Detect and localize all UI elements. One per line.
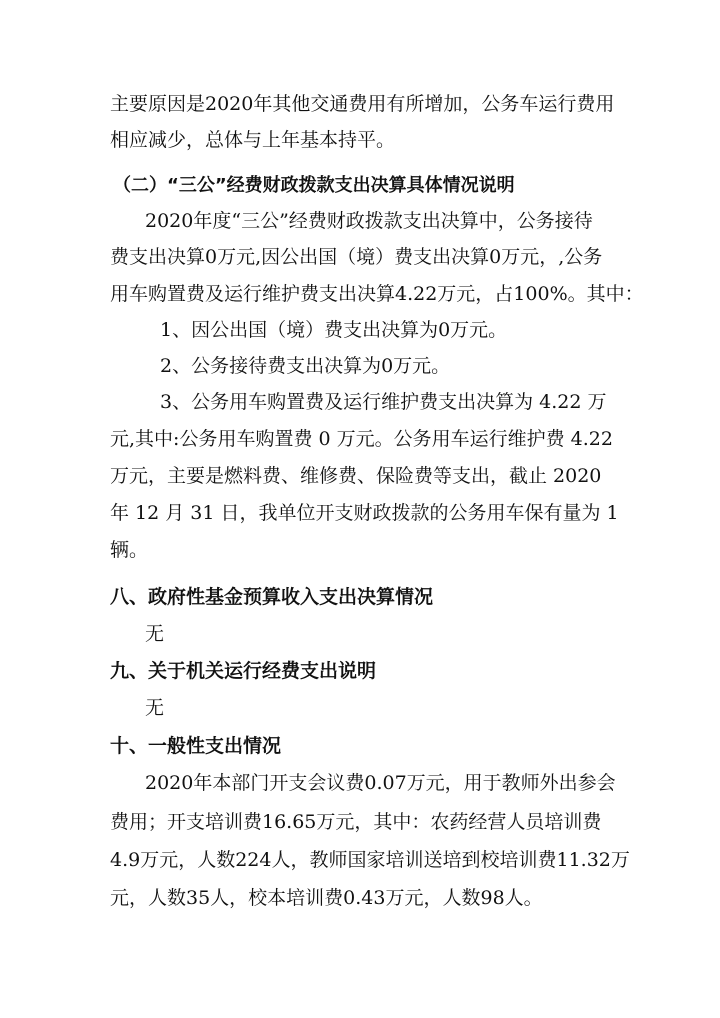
paragraph-line: 4.9万元，人数224人，教师国家培训送培到校培训费11.32万 [110, 849, 630, 871]
paragraph-line: 年 12 月 31 日，我单位开支财政拨款的公务用车保有量为 1 [110, 502, 619, 524]
paragraph-line: 主要原因是2020年其他交通费用有所增加，公务车运行费用 [110, 93, 615, 115]
paragraph-line: 无 [145, 697, 165, 719]
paragraph-line: 2020年度“三公”经费财政拨款支出决算中，公务接待 [145, 210, 593, 232]
paragraph-line: 费用；开支培训费16.65万元，其中：农药经营人员培训费 [110, 811, 602, 833]
paragraph-line: 相应减少，总体与上年基本持平。 [110, 129, 396, 151]
list-item: 2、公务接待费支出决算为0万元。 [160, 355, 451, 377]
list-item: 1、因公出国（境）费支出决算为0万元。 [160, 319, 508, 341]
paragraph-line: 用车购置费及运行维护费支出决算4.22万元，占100%。其中： [110, 283, 644, 305]
paragraph-line: 无 [145, 623, 165, 645]
paragraph-line: 2020年本部门开支会议费0.07万元，用于教师外出参会 [145, 772, 616, 794]
paragraph-line: 费支出决算0万元,因公出国（境）费支出决算0万元，,公务 [110, 246, 603, 268]
paragraph-line: 元，人数35人，校本培训费0.43万元，人数98人。 [110, 887, 543, 909]
subsection-heading: （二）“三公”经费财政拨款支出决算具体情况说明 [113, 175, 515, 196]
paragraph-line: 元,其中:公务用车购置费 0 万元。公务用车运行维护费 4.22 [110, 428, 613, 450]
section-heading: 十、一般性支出情况 [110, 735, 282, 757]
list-item: 3、公务用车购置费及运行维护费支出决算为 4.22 万 [160, 391, 607, 413]
paragraph-line: 万元，主要是燃料费、维修费、保险费等支出，截止 2020 [110, 465, 602, 487]
section-heading: 九、关于机关运行经费支出说明 [110, 660, 377, 682]
section-heading: 八、政府性基金预算收入支出决算情况 [110, 586, 434, 608]
paragraph-line: 辆。 [110, 539, 149, 561]
